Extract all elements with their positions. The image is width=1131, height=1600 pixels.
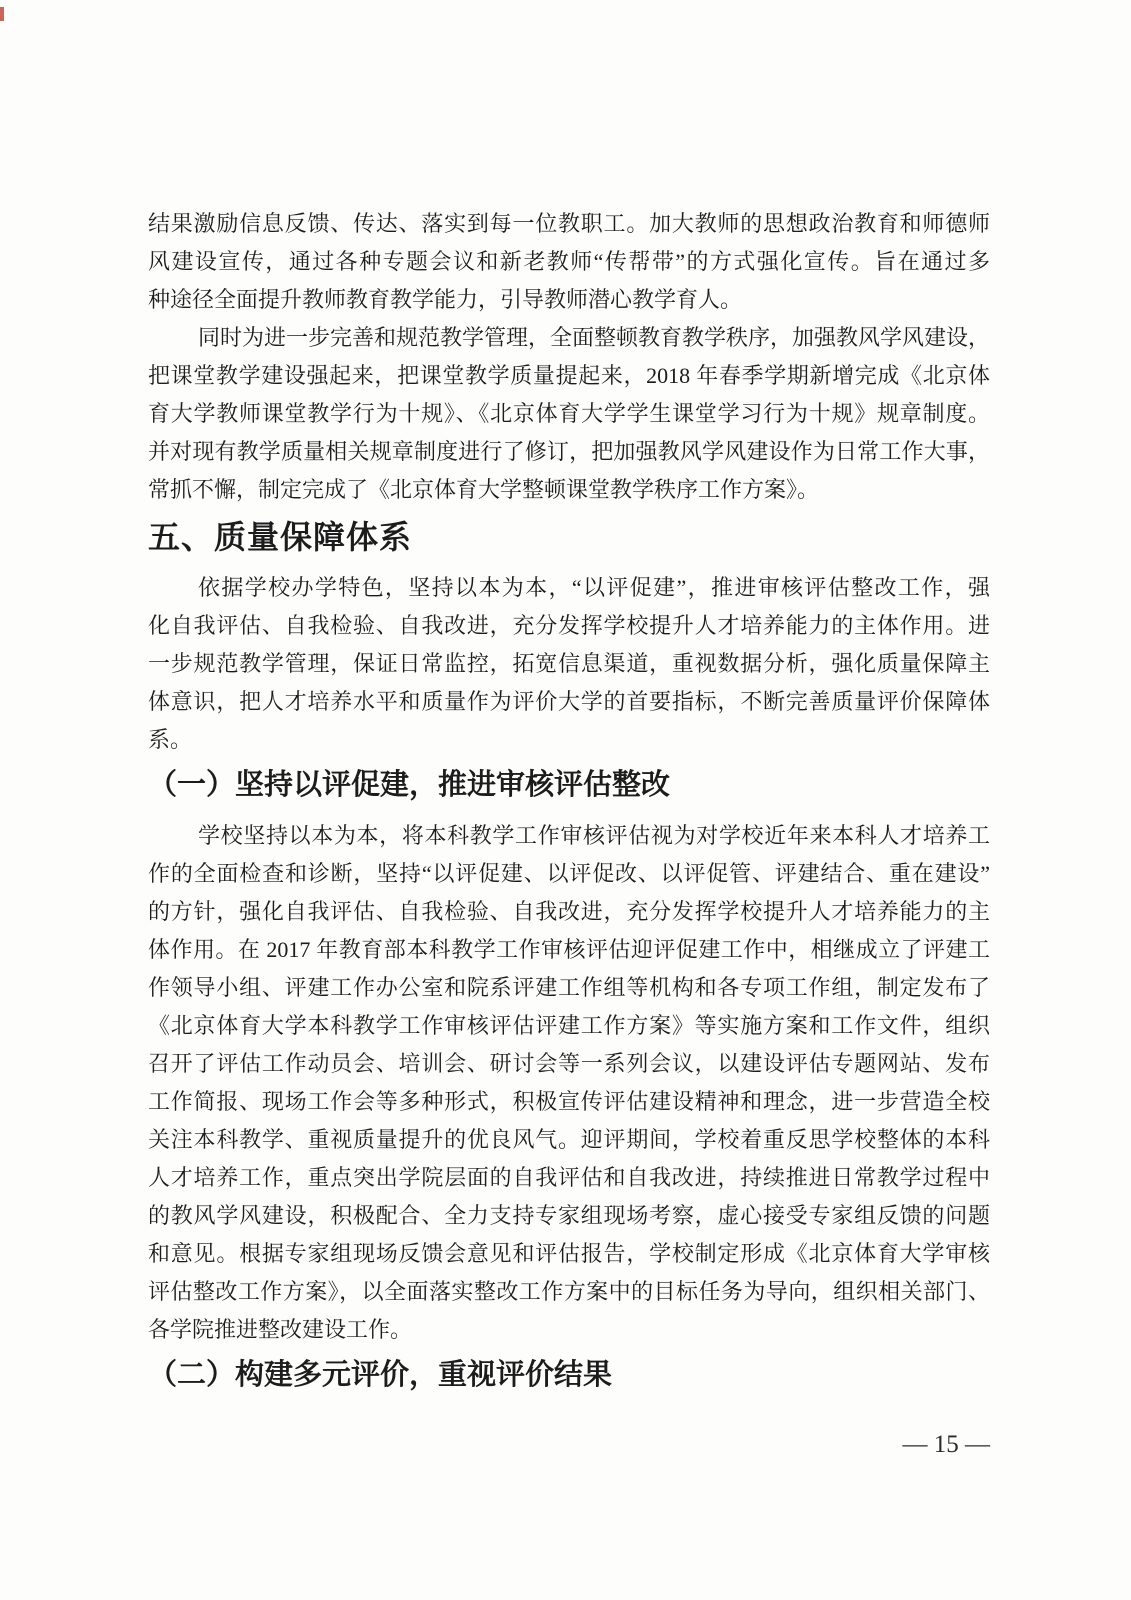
text-line: 和意见。根据专家组现场反馈会意见和评估报告，学校制定形成《北京体育大学审核 [148,1241,990,1266]
text-line: 各学院推进整改建设工作。 [148,1317,413,1342]
text-line: 评估整改工作方案》，以全面落实整改工作方案中的目标任务为导向，组织相关部门、 [148,1279,990,1304]
text-line: 的方针，强化自我评估、自我检验、自我改进，充分发挥学校提升人才培养能力的主 [148,899,990,924]
text-line: 把课堂教学建设强起来，把课堂教学质量提起来，2018 年春季学期新增完成《北京体 [148,363,990,388]
text-line: 体作用。在 2017 年教育部本科教学工作审核评估迎评促建工作中，相继成立了评建工 [148,937,990,962]
text-line: 育大学教师课堂教学行为十规》、《北京体育大学学生课堂学习行为十规》规章制度。 [148,401,990,426]
text-line: 体意识，把人才培养水平和质量作为评价大学的首要指标，不断完善质量评价保障体 [148,689,990,714]
text-line: 风建设宣传，通过各种专题会议和新老教师“传帮带”的方式强化宣传。旨在通过多 [148,249,990,274]
paragraph-quality-system-overview [148,569,990,759]
text-line: 关注本科教学、重视质量提升的优良风气。迎评期间，学校着重反思学校整体的本科 [148,1127,990,1152]
text-line: 人才培养工作，重点突出学院层面的自我评估和自我改进，持续推进日常教学过程中 [148,1165,990,1190]
text-line: 召开了评估工作动员会、培训会、研讨会等一系列会议，以建设评估专题网站、发布 [148,1051,990,1076]
text-line: 学校坚持以本为本，将本科教学工作审核评估视为对学校近年来本科人才培养工 [198,823,990,848]
text-line: 化自我评估、自我检验、自我改进，充分发挥学校提升人才培养能力的主体作用。进 [148,613,990,638]
text-line: 结果激励信息反馈、传达、落实到每一位教职工。加大教师的思想政治教育和师德师 [148,211,990,236]
page-content [148,205,990,1407]
text-line: 《北京体育大学本科教学工作审核评估评建工作方案》等实施方案和工作文件，组织 [148,1013,990,1038]
text-line: 作领导小组、评建工作办公室和院系评建工作组等机构和各专项工作组，制定发布了 [148,975,990,1000]
scan-edge-artifact [0,7,4,21]
text-line: 的教风学风建设，积极配合、全力支持专家组现场考察，虚心接受专家组反馈的问题 [148,1203,990,1228]
subsection-heading-multi-evaluation: （二）构建多元评价，重视评价结果 [148,1359,613,1391]
paragraph-continuation-teacher-ethics [148,205,990,319]
subsection-heading-evaluation-rectification: （一）坚持以评促建，推进审核评估整改 [148,769,671,801]
text-line: 同时为进一步完善和规范教学管理，全面整顿教育教学秩序，加强教风学风建设， [198,325,990,350]
text-line: 并对现有教学质量相关规章制度进行了修订，把加强教风学风建设作为日常工作大事， [148,439,990,464]
section-heading-quality-assurance: 五、质量保障体系 [148,519,413,555]
text-line: 一步规范教学管理，保证日常监控，拓宽信息渠道，重视数据分析，强化质量保障主 [148,651,990,676]
paragraph-teaching-order-regulations [148,319,990,509]
text-line: 工作简报、现场工作会等多种形式，积极宣传评估建设精神和理念，进一步营造全校 [148,1089,990,1114]
text-line: 种途径全面提升教师教育教学能力，引导教师潜心教学育人。 [148,287,743,312]
paragraph-audit-evaluation-work [148,817,990,1349]
text-line: 作的全面检查和诊断，坚持“以评促建、以评促改、以评促管、评建结合、重在建设” [148,861,990,886]
text-line: 系。 [148,727,193,752]
text-line: 常抓不懈，制定完成了《北京体育大学整顿课堂教学秩序工作方案》。 [148,477,820,502]
text-line: 依据学校办学特色，坚持以本为本，“以评促建”，推进审核评估整改工作，强 [198,575,990,600]
page-number: — 15 — [902,1431,990,1458]
